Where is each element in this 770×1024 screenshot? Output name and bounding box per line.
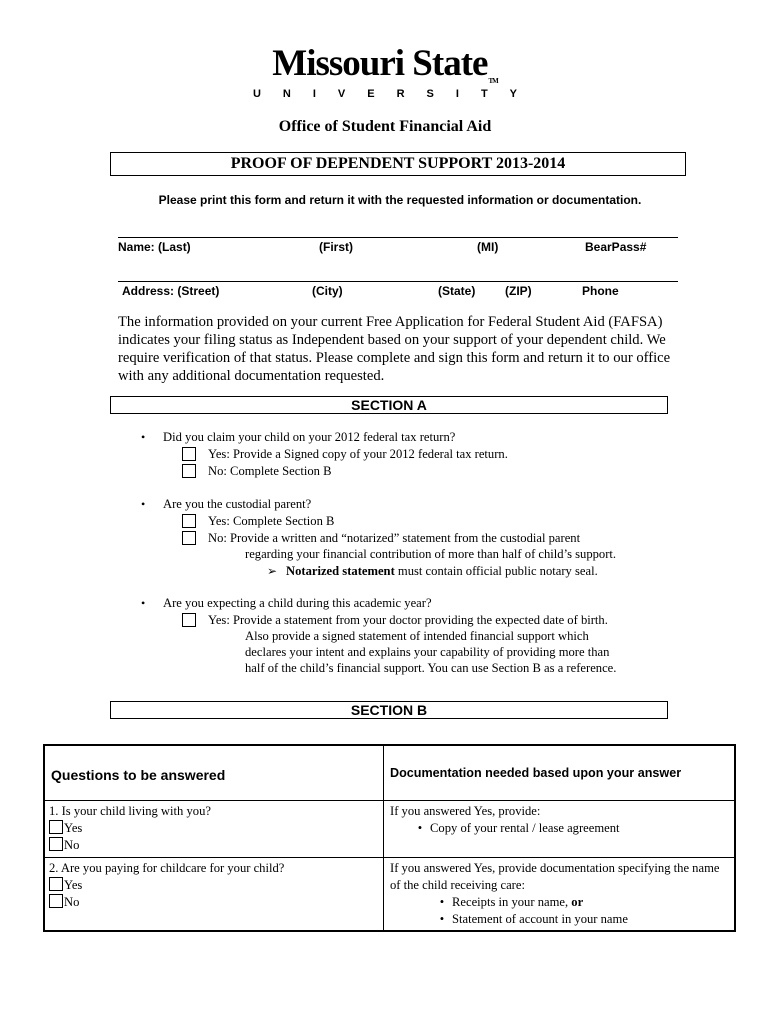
table-header-row — [44, 745, 735, 801]
question-cell — [44, 858, 384, 932]
field-phone[interactable]: Phone — [582, 284, 619, 298]
form-title: PROOF OF DEPENDENT SUPPORT 2013-2014 — [230, 155, 566, 172]
field-address-street[interactable]: Address: (Street) — [122, 284, 220, 298]
q2-yes-label: Yes: Complete Section B — [208, 514, 335, 528]
row1-yes-label: Yes — [64, 821, 83, 835]
q2-no-label-line1: No: Provide a written and “notarized” statement from the custodial parent — [208, 531, 581, 545]
row2-question: 2. Are you paying for childcare for your child? — [49, 861, 285, 875]
field-address-zip[interactable]: (ZIP) — [505, 284, 532, 298]
q3-yes-line2: Also provide a signed statement of intended financial support which — [245, 629, 589, 643]
section-b-header — [110, 701, 668, 719]
intro-paragraph: The information provided on your current Free Application for Federal Student Aid (FAFSA) indicates your filing status as Independent based on your support of your dependent child. We require verification of that status. Please complete and sign this form and return it to our office with any additional documentation requested. — [118, 314, 671, 384]
question-cell — [44, 801, 384, 858]
table-header-cell — [44, 745, 384, 801]
row2-doc-item2: Statement of account in your name — [452, 912, 628, 926]
checkbox-q2-yes[interactable] — [182, 514, 196, 528]
table-row — [44, 858, 735, 932]
checkbox-row1-yes[interactable] — [49, 820, 63, 834]
office-title: Office of Student Financial Aid — [278, 118, 492, 135]
checkbox-row2-no[interactable] — [49, 894, 63, 908]
logo-trademark: TM — [488, 77, 498, 85]
col1-header: Questions to be answered — [51, 767, 226, 783]
row2-no-label: No — [64, 895, 80, 909]
university-logo — [0, 42, 770, 85]
checkbox-q2-no[interactable] — [182, 531, 196, 545]
notary-note — [286, 564, 598, 579]
logo-subtitle: UNIVERSITY — [252, 88, 539, 100]
field-address-city[interactable]: (City) — [312, 284, 343, 298]
checkbox-q1-no[interactable] — [182, 464, 196, 478]
checkbox-row1-no[interactable] — [49, 837, 63, 851]
checkbox-q1-yes[interactable] — [182, 447, 196, 461]
field-name-first[interactable]: (First) — [319, 240, 353, 254]
row2-doc-item1: Receipts in your name, — [452, 895, 572, 909]
documentation-cell — [384, 801, 736, 858]
q3-yes-line4: half of the child’s financial support. You can use Section B as a reference. — [245, 661, 617, 675]
bullet-icon: • — [141, 596, 146, 610]
row2-doc-intro: If you answered Yes, provide documentation specifying the name of the child receiving care: — [390, 861, 720, 892]
field-line-middle — [118, 281, 678, 282]
bullet-icon: • — [141, 430, 146, 444]
col2-header: Documentation needed based upon your answer — [390, 766, 682, 780]
q2-no-label-line2: regarding your financial contribution of more than half of child’s support. — [245, 547, 617, 561]
table-header-cell — [384, 745, 736, 801]
arrow-bullet-icon: ➢ — [267, 564, 278, 578]
row1-no-label: No — [64, 838, 80, 852]
section-a-title: SECTION A — [351, 397, 427, 413]
row2-doc-item1-bold: or — [571, 895, 584, 909]
section-a-question-3: Are you expecting a child during this academic year? — [163, 596, 432, 610]
bullet-icon: • — [417, 821, 423, 835]
section-a-question-2: Are you the custodial parent? — [163, 497, 312, 511]
field-bearpass[interactable]: BearPass# — [585, 240, 647, 254]
q3-yes-line1: Yes: Provide a statement from your doctor providing the expected date of birth. — [208, 613, 608, 627]
field-address-state[interactable]: (State) — [438, 284, 476, 298]
bullet-icon: • — [439, 912, 445, 926]
row1-question: 1. Is your child living with you? — [49, 804, 211, 818]
notary-note-bold: Notarized statement — [286, 564, 395, 578]
section-b-title: SECTION B — [350, 702, 428, 718]
instructions: Please print this form and return it with the requested information or documentation. — [158, 193, 642, 207]
documentation-cell — [384, 858, 736, 932]
row1-doc-item: Copy of your rental / lease agreement — [430, 821, 620, 835]
section-a-question-1: Did you claim your child on your 2012 federal tax return? — [163, 430, 456, 444]
bullet-icon: • — [141, 497, 146, 511]
form-title-box — [110, 152, 686, 176]
q1-yes-label: Yes: Provide a Signed copy of your 2012 federal tax return. — [208, 447, 508, 461]
q3-yes-line3: declares your intent and explains your capability of providing more than — [245, 645, 610, 659]
checkbox-q3-yes[interactable] — [182, 613, 196, 627]
notary-note-rest: must contain official public notary seal. — [394, 564, 598, 578]
section-b-table — [43, 744, 736, 932]
bullet-icon: • — [439, 895, 445, 909]
row2-yes-label: Yes — [64, 878, 83, 892]
row1-doc-intro: If you answered Yes, provide: — [390, 804, 541, 818]
section-a-header — [110, 396, 668, 414]
field-line-top — [118, 237, 678, 238]
q1-no-label: No: Complete Section B — [208, 464, 332, 478]
field-name-mi[interactable]: (MI) — [477, 240, 499, 254]
table-row — [44, 801, 735, 858]
logo-wordmark: Missouri State — [272, 43, 488, 84]
checkbox-row2-yes[interactable] — [49, 877, 63, 891]
field-name-last[interactable]: Name: (Last) — [118, 240, 191, 254]
